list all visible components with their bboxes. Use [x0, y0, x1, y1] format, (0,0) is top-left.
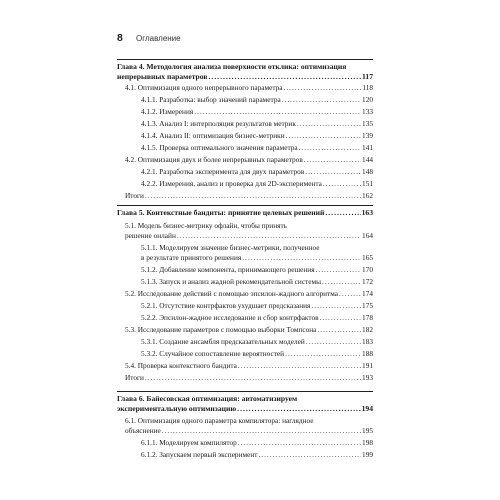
chapter-4 — [117, 59, 373, 200]
toc-entry[interactable]: 5.4. Проверка контекстного бандита ..... 191 — [125, 361, 373, 371]
toc-entry[interactable]: 5.2.2. Эпсилон-жадное исследование и сбор контрфактов ..... 178 — [141, 313, 373, 323]
chapter-title-line1: Глава 6. Байесовская оптимизация: автоматизируем — [117, 394, 298, 403]
toc-entry[interactable]: 5.3.2. Случайное сопоставление вероятностей ..... 188 — [141, 349, 373, 359]
toc-entry[interactable]: 4.1.1. Разработка: выбор значений параметра ..... 120 — [141, 95, 373, 105]
chapter-title[interactable] — [117, 208, 373, 218]
toc-entry[interactable]: 5.2. Исследование действий с помощью эпсилон-жадного алгоритма ..... 174 — [125, 289, 373, 299]
chapter-page: 117 — [362, 71, 373, 81]
toc-entry[interactable]: 5.1.1. Моделируем значение бизнес-метрики, полученное в результате принятого решения ..... 165 — [141, 243, 373, 262]
toc-entry[interactable]: 5.1.3. Запуск и анализ жадной рекомендательной системы ..... 172 — [141, 277, 373, 287]
chapter-title-line1: Глава 5. Контекстные бандиты: принятие целевых решений — [117, 208, 325, 217]
chapter-5 — [117, 205, 373, 382]
toc-entry[interactable]: 4.1.5. Проверка оптимального значения параметра ..... 141 — [141, 143, 373, 153]
chapter-title[interactable] — [117, 62, 373, 81]
page-number: 8 — [117, 32, 123, 44]
chapter-page: 194 — [361, 403, 373, 413]
toc-entry[interactable]: 5.3. Исследование параметров с помощью выборки Томпсона ..... 182 — [125, 325, 373, 335]
chapter-6 — [117, 391, 373, 459]
chapter-divider — [117, 391, 373, 392]
chapter-divider — [117, 205, 373, 206]
chapter-title[interactable] — [117, 394, 373, 413]
toc-entry[interactable]: 4.1. Оптимизация одного непрерывного параметра ..... 118 — [125, 83, 373, 93]
chapter-title-line2: экспериментальную оптимизацию — [117, 403, 237, 413]
running-head-title: Оглавление — [136, 34, 181, 43]
toc-entry[interactable]: 4.2.2. Измерения, анализ и проверка для 2D-эксперимента ..... 151 — [141, 179, 373, 189]
running-head — [117, 32, 390, 46]
toc-entry[interactable]: Итоги ..... 162 — [125, 191, 373, 201]
toc-entry[interactable]: 6.1.1. Моделируем компилятор ..... 198 — [141, 438, 373, 448]
toc-entry[interactable]: Итоги ..... 193 — [125, 373, 373, 383]
toc-entry[interactable]: 6.1.2. Запускаем первый эксперимент ..... 199 — [141, 450, 373, 460]
toc-entry[interactable]: 4.1.4. Анализ II: оптимизация бизнес-метрики ..... 139 — [141, 131, 373, 141]
toc-entry[interactable]: 4.2. Оптимизация двух и более непрерывных параметров ..... 144 — [125, 155, 373, 165]
toc-entry[interactable]: 4.2.1. Разработка эксперимента для двух параметров ..... 148 — [141, 167, 373, 177]
chapter-title-line1: Глава 4. Методология анализа поверхности отклика: оптимизация — [117, 62, 347, 71]
toc-entry[interactable]: 5.2.1. Отсутствие контрфактов ухудшает предсказания ..... 175 — [141, 301, 373, 311]
toc-entry[interactable]: 5.1.2. Добавление компонента, принимающего решения ..... 170 — [141, 265, 373, 275]
toc-entry[interactable]: 5.1. Модель бизнес-метрику офлайн, чтобы принять решение онлайн ..... 164 — [125, 221, 373, 240]
toc-entry[interactable]: 4.1.3. Анализ I: интерполяция результатов метрик ..... 135 — [141, 119, 373, 129]
toc-entry[interactable]: 5.3.1. Создание ансамбля предсказательных моделей ..... 183 — [141, 337, 373, 347]
toc-entry[interactable]: 6.1. Оптимизация одного параметра компилятора: наглядное объяснение ..... 195 — [125, 416, 373, 435]
chapter-divider — [117, 59, 373, 60]
chapter-title-line2: непрерывных параметров — [117, 71, 208, 81]
toc-entry[interactable]: 4.1.2. Измерения ..... 133 — [141, 107, 373, 117]
chapter-page: 163 — [361, 208, 373, 217]
